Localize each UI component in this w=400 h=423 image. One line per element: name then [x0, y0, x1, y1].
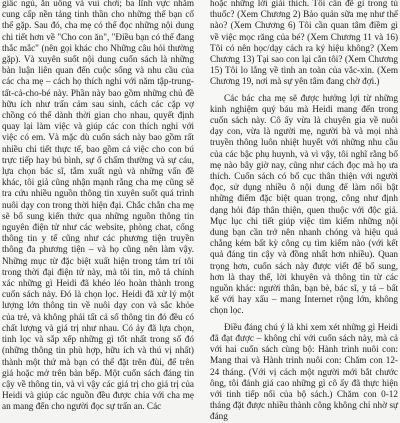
right-text-column — [210, 0, 398, 422]
right-paragraph-2: Các bác cha mẹ sẽ được hưởng lợi từ những kinh nghiệm quý báu mà Heidi mang đến trong cuốn sách này. Cô ấy vừa là chuyên gia về nuôi dạy con, vừa là người mẹ, người bà và mọi nhà truyền thông luôn nhiệt huyết với những nhu cầu của các bậc phụ huynh, và vì vậy, tôi nghĩ rằng bố mẹ nào bây giờ nay, cũng như cách đọc mà họ ưa thích. Cuốn sách có bố cục thân thiện với người đọc, sử dụng nhiều ô nội dung để làm nổi bật những điểm đặc biệt quan trọng, công như định dạng hỏi đáp thân thiện, quen thuộc với độc giả. Mục lục chi tiết giúp việc tìm kiếm những nội dung bạn cần trở nên nhanh chóng và hiệu quả chẳng kém bất kỳ công cụ tìm kiếm nào (với kết quả đáng tin cậy và đồng nhất hơn nhiều). Quan trọng hơn, cuốn sách này được viết để bổ sung, hơn là thay thế, lời khuyên và thông tin từ các nguồn khác: người thân, bạn bè, bác sĩ, y tá – bất kể với hay xấu – mang Internet rộng lớn, không chọn lọc. — [210, 92, 398, 316]
left-paragraph-1: giấc ngủ, ăn uống và vui chơi; ba lĩnh vực nhằm cung cấp nền tảng tinh thần cho những thế bạn cố thể gặp. Sau đó, cha mẹ có thể đọc những nội dung chi tiết hơn về "Cho con ăn", "Điều bạn có thể đang thắc mắc" (nên gọi khác cho Những câu hỏi thường gặp). Và xuyên suốt nội dung cuốn sách là những bàn luận liên quan đến cuộc sống và nhu cầu của các cha mẹ – cách họ thích nghi với năm tập-trung-tất-cả-cho-bé này. Phần này bao gồm những chủ đề hữu ích như trấn cảm sau sinh, cách các cặp vợ chồng có thể dành thời gian cho nhau, quyết định quay lại làm việc và giúp các con thích nghi với việc có em. Và mặc dù cuốn sách này bao gồm rất nhiều chi tiết thực tế, bao gồm cả việc cho con bú trực tiếp hay bú bình, sự ổ chấm thường và sự cáu, lựa chọn bác sĩ, tắm xuất ngủ và những vấn đề khác, tôi giả cũng nhận mạnh rằng cha mẹ cũng sẽ tra cứu nhiều nguồn thông tin xuyên suốt quá trình nuôi dạy con trong thời hiện đại. Chắc chắn cha mẹ sẽ bổ sung kiến thức qua những nguồn thông tin nguyên điện tử như các website, phòng chat, cổng thông tin y tế cũng như các phương tiện truyền thông đa phương tiện – và họ cũng nên làm vậy. Những mục từ đặc biệt xuất hiện trong tám trí tôi trong thời đại điện tử này, mà tôi tin, mô tả chính xác những gì Heidi đã khéo léo hoàn thành trong cuốn sách này. Đó là chọn lọc. Heidi đã xử lý một lượng lớn thông tin về nuôi dạy con và sắc khỏe của trẻ, và không phải tất cả số thông tin đó đều có chất lượng và giá trị như nhau. Có ảy đã lựa chọn, tinh lọc và sắp xếp những gì tốt nhất trong số đó (những thông tin phù hợp, hữu ích và thú vị nhất) thành một thứ mà bạn có thể đặt trên đùi, để trên giá hoặc mở trên bàn bếp. Một cuốn sách đáng tin cậy về thông tin, và vì vậy các giá trị cho giá trị của Heidi và giúp các nguồn đều được chia với cha mẹ an mang đến cho người đọc sự trấn an. Các — [2, 0, 194, 412]
right-paragraph-3: Điều đáng chú ý là khi xem xét những gì Heidi đã đạt được – không chỉ với cuốn sách này, mà cả với hai cuốn sách cùng bộ: Hành trình nuôi con: Mang thai và Hành trình nuôi con: Chăm con 12-24 tháng. (Với vị cách một người mới bắt chước ông, tôi đánh giá cao những gì cô ấy đã thực hiện với tinh tiếp nối của bộ sách.) Chăm con 0-12 tháng đặt được nhiều thành công không chỉ nhờ sự đáng — [210, 321, 398, 422]
right-paragraph-1: hoặc những lời giải thích. Tôi cần đề gì trong tủ thuốc? (Xem Chương 2) Bảo quản sữa mẹ như thế nào? (Xem Chương 6) Tôi cần quan tâm điềm gì về việc mọc răng của bé? (Xem Chương 11 và 16) Tôi có nên học/dạy cách ra ký hiệu không? (Xem Chương 13) Tại sao con lại cắn tôi? (Xem Chương 15) Tôi lo lắng về tình an toàn của vắc-xin. (Xem Chương 19, nơi mà sự yên tâm đang chờ đợi.) — [210, 0, 398, 87]
left-text-column — [2, 0, 194, 412]
